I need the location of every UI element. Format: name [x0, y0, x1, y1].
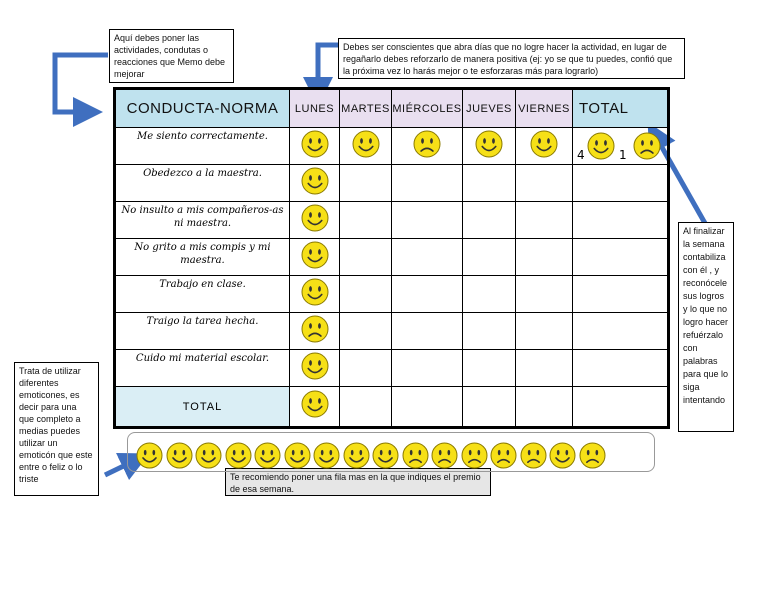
table-row: [116, 128, 668, 165]
day-cell[interactable]: [340, 276, 392, 313]
happy-face-icon: [475, 130, 503, 163]
day-cell[interactable]: [516, 239, 573, 276]
header-day: MARTES: [340, 90, 392, 128]
day-cell[interactable]: [516, 313, 573, 350]
sad-face-icon: [402, 442, 429, 474]
table-row: [116, 276, 668, 313]
happy-face-icon: [301, 390, 329, 423]
behavior-chart: [113, 87, 670, 429]
arrow-top-center: [318, 45, 338, 92]
total-cell[interactable]: [573, 165, 668, 202]
day-cell[interactable]: [463, 350, 516, 387]
day-cell[interactable]: [290, 313, 340, 350]
day-cell[interactable]: [290, 239, 340, 276]
day-cell[interactable]: [340, 202, 392, 239]
total-cell[interactable]: [573, 239, 668, 276]
behavior-label: Traigo la tarea hecha.: [116, 313, 290, 350]
behavior-label: No grito a mis compis y mi maestra.: [116, 239, 290, 276]
day-cell[interactable]: [392, 128, 463, 165]
header-day: LUNES: [290, 90, 340, 128]
arrow-top-left: [55, 55, 108, 112]
day-cell[interactable]: [392, 239, 463, 276]
day-cell[interactable]: [340, 387, 392, 427]
header-day: JUEVES: [463, 90, 516, 128]
happy-face-icon: [301, 352, 329, 385]
day-cell[interactable]: [463, 239, 516, 276]
note-top-left: Aquí debes poner las actividades, condutas o reacciones que Memo debe mejorar: [109, 29, 234, 83]
bottom-emoticon-strip: [127, 432, 655, 472]
happy-face-icon: [301, 278, 329, 311]
day-cell[interactable]: [392, 276, 463, 313]
behavior-label: Trabajo en clase.: [116, 276, 290, 313]
day-cell[interactable]: [340, 239, 392, 276]
note-bottom-left: Trata de utilizar diferentes emoticones, es decir para una que completo a medias puedes utilizar un emoticón que este entre o feliz o lo triste: [14, 362, 99, 496]
note-bottom-center: Te recomiendo poner una fila mas en la que indiques el premio de esa semana.: [225, 468, 491, 496]
total-row-label: TOTAL: [116, 387, 290, 427]
happy-face-icon: [549, 442, 576, 474]
happy-face-icon: [301, 167, 329, 200]
happy-face-icon: [587, 132, 615, 165]
header-day: MIÉRCOLES: [392, 90, 463, 128]
header-total: TOTAL: [573, 90, 668, 128]
happy-count: 4: [577, 148, 585, 162]
day-cell[interactable]: [340, 313, 392, 350]
total-row: [116, 387, 668, 427]
total-cell[interactable]: [573, 128, 668, 165]
day-cell[interactable]: [340, 165, 392, 202]
sad-count: 1: [619, 148, 627, 162]
happy-face-icon: [301, 130, 329, 163]
day-cell[interactable]: [392, 202, 463, 239]
sad-face-icon: [301, 315, 329, 348]
day-cell[interactable]: [290, 276, 340, 313]
table-row: [116, 202, 668, 239]
happy-face-icon: [372, 442, 399, 474]
day-cell[interactable]: [463, 128, 516, 165]
table-row: [116, 239, 668, 276]
behavior-table: [115, 89, 668, 427]
day-cell[interactable]: [340, 350, 392, 387]
sad-face-icon: [579, 442, 606, 474]
table-row: [116, 313, 668, 350]
sad-face-icon: [431, 442, 458, 474]
header-day: VIERNES: [516, 90, 573, 128]
day-cell[interactable]: [463, 165, 516, 202]
total-cell[interactable]: [573, 202, 668, 239]
day-cell[interactable]: [392, 313, 463, 350]
happy-face-icon: [301, 204, 329, 237]
note-right: Al finalizar la semana contabiliza con él , y reconócele sus logros y lo que no logro hacer refuérzalo con palabras para que lo siga intentando: [678, 222, 734, 432]
behavior-label: Obedezco a la maestra.: [116, 165, 290, 202]
happy-face-icon: [313, 442, 340, 474]
header-conducta-norma: CONDUCTA-NORMA: [116, 90, 290, 128]
happy-face-icon: [530, 130, 558, 163]
happy-face-icon: [166, 442, 193, 474]
behavior-label: Cuido mi material escolar.: [116, 350, 290, 387]
day-cell[interactable]: [392, 165, 463, 202]
day-cell[interactable]: [516, 165, 573, 202]
behavior-label: No insulto a mis compañeros-as ni maestra.: [116, 202, 290, 239]
sad-face-icon: [633, 132, 661, 165]
day-cell[interactable]: [290, 350, 340, 387]
sad-face-icon: [413, 130, 441, 163]
happy-face-icon: [225, 442, 252, 474]
day-cell[interactable]: [290, 165, 340, 202]
day-cell[interactable]: [340, 128, 392, 165]
day-cell[interactable]: [573, 387, 668, 427]
total-cell[interactable]: [573, 313, 668, 350]
table-row: [116, 350, 668, 387]
day-cell[interactable]: [463, 276, 516, 313]
day-cell[interactable]: [392, 350, 463, 387]
behavior-label: Me siento correctamente.: [116, 128, 290, 165]
happy-face-icon: [343, 442, 370, 474]
happy-face-icon: [254, 442, 281, 474]
total-cell[interactable]: [573, 276, 668, 313]
day-cell[interactable]: [290, 128, 340, 165]
sad-face-icon: [461, 442, 488, 474]
note-top-center: Debes ser conscientes que abra días que no logre hacer la actividad, en lugar de regañarlo debes reforzarlo de manera positiva (ej: yo se que tu puedes, confió que la próxima vez lo harás mejor o te esforzaras más para lograrlo): [338, 38, 685, 79]
day-cell[interactable]: [516, 128, 573, 165]
day-cell[interactable]: [516, 387, 573, 427]
day-cell[interactable]: [290, 202, 340, 239]
day-cell[interactable]: [463, 202, 516, 239]
total-cell[interactable]: [573, 350, 668, 387]
day-cell[interactable]: [290, 387, 340, 427]
happy-face-icon: [136, 442, 163, 474]
day-cell[interactable]: [463, 313, 516, 350]
day-cell[interactable]: [516, 350, 573, 387]
sad-face-icon: [520, 442, 547, 474]
day-cell[interactable]: [463, 387, 516, 427]
happy-face-icon: [195, 442, 222, 474]
day-cell[interactable]: [516, 276, 573, 313]
happy-face-icon: [352, 130, 380, 163]
day-cell[interactable]: [392, 387, 463, 427]
day-cell[interactable]: [516, 202, 573, 239]
happy-face-icon: [301, 241, 329, 274]
sad-face-icon: [490, 442, 517, 474]
happy-face-icon: [284, 442, 311, 474]
table-row: [116, 165, 668, 202]
